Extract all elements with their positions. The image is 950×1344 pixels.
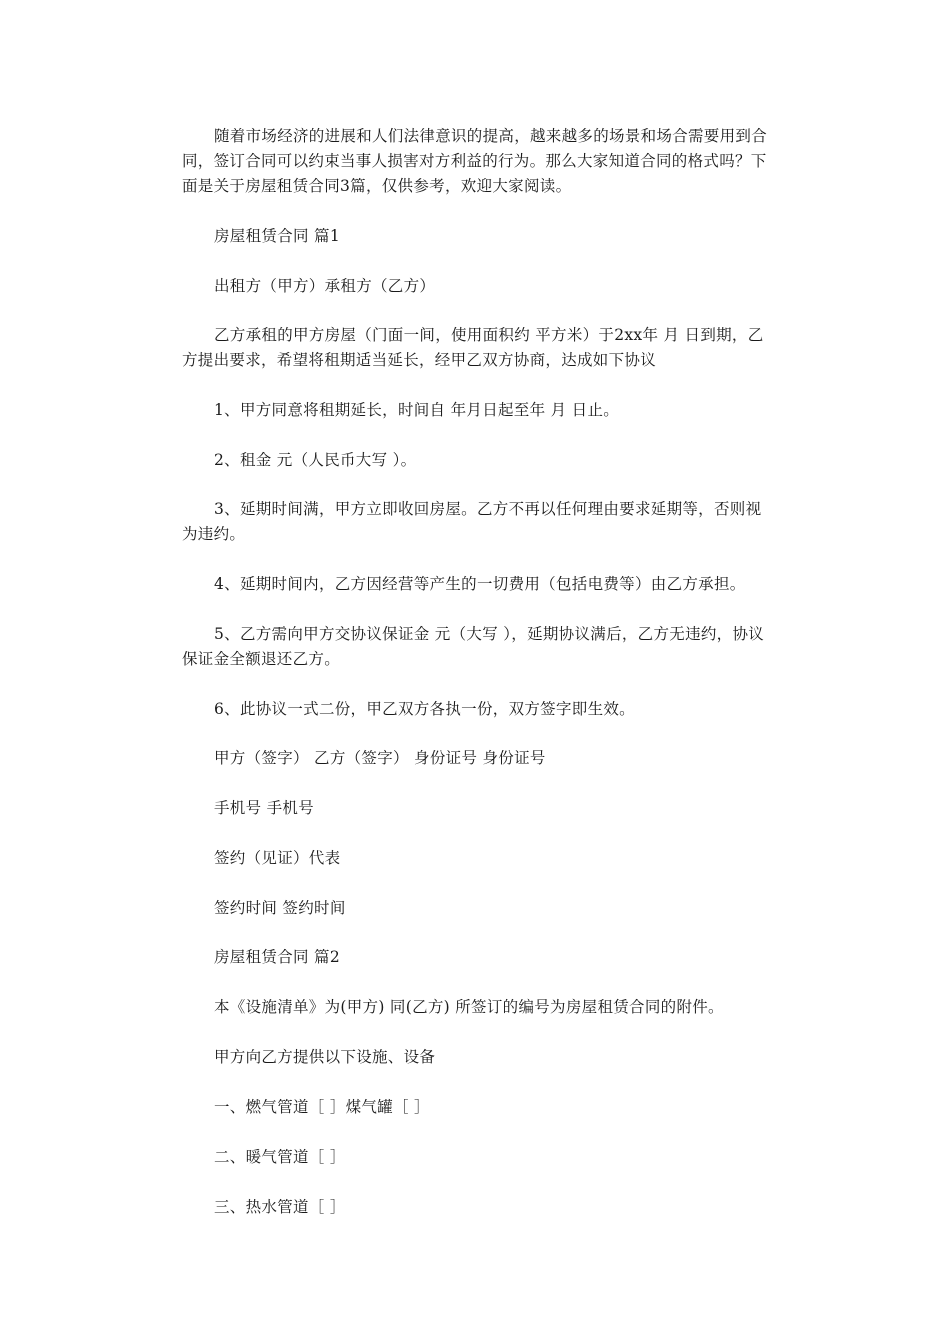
facility-item-2: 二、暖气管道［ ］ [214, 1148, 346, 1166]
signing-date-line: 签约时间 签约时间 [214, 899, 346, 917]
clause-4: 4、延期时间内，乙方因经营等产生的一切费用（包括电费等）由乙方承担。 [214, 575, 746, 593]
parties-line: 出租方（甲方）承租方（乙方） [214, 277, 436, 295]
facilities-intro: 甲方向乙方提供以下设施、设备 [214, 1048, 436, 1066]
appendix-paragraph: 本《设施清单》为(甲方) 同(乙方) 所签订的编号为房屋租赁合同的附件。 [214, 998, 724, 1016]
clause-5: 5、乙方需向甲方交协议保证金 元（大写 ），延期协议满后，乙方无违约，协议保证金全额退还乙方。 [182, 625, 765, 668]
clause-6: 6、此协议一式二份，甲乙双方各执一份，双方签字即生效。 [214, 700, 635, 718]
clause-3: 3、延期时间满，甲方立即收回房屋。乙方不再以任何理由要求延期等，否则视为违约。 [182, 500, 762, 543]
clause-1: 1、甲方同意将租期延长，时间自 年月日起至年 月 日止。 [214, 401, 620, 419]
section-heading-1: 房屋租赁合同 篇1 [214, 227, 340, 245]
section-heading-2: 房屋租赁合同 篇2 [214, 948, 340, 966]
facility-item-1: 一、燃气管道［ ］煤气罐［ ］ [214, 1098, 430, 1116]
contract-paragraph: 乙方承租的甲方房屋（门面一间，使用面积约 平方米）于2xx年 月 日到期，乙方提出要求，希望将租期适当延长，经甲乙双方协商，达成如下协议 [182, 326, 764, 369]
phone-line: 手机号 手机号 [214, 799, 315, 817]
facility-item-3: 三、热水管道［ ］ [214, 1198, 346, 1216]
clause-2: 2、租金 元（人民币大写 ）。 [214, 451, 417, 469]
witness-line: 签约（见证）代表 [214, 849, 341, 867]
signature-line: 甲方（签字） 乙方（签字） 身份证号 身份证号 [214, 749, 546, 767]
intro-paragraph: 随着市场经济的进展和人们法律意识的提高，越来越多的场景和场合需要用到合同，签订合同可以约束当事人损害对方利益的行为。那么大家知道合同的格式吗？下面是关于房屋租赁合同3篇，仅供参考，欢迎大家阅读。 [182, 127, 768, 195]
